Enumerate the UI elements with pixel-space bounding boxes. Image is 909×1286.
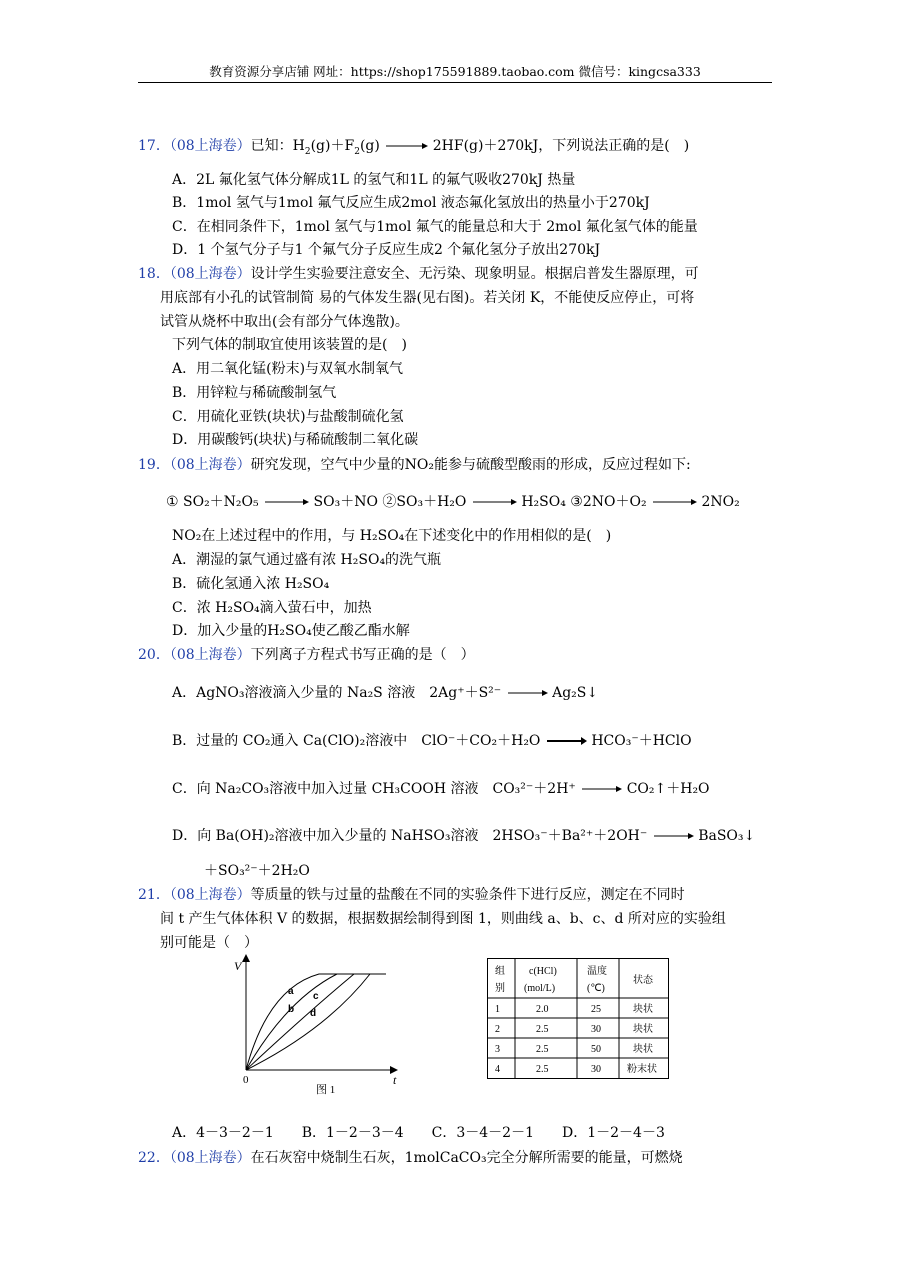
table-header-temp-2: (℃): [587, 983, 605, 994]
reaction-1-products: SO₃＋NO: [313, 494, 378, 510]
q20-option-d-right: BaSO₃↓: [698, 828, 756, 844]
table-cell: 4: [495, 1064, 500, 1075]
q18-option-c: C．用硫化亚铁(块状)与盐酸制硫化氢: [172, 409, 404, 425]
q21-line-1: [138, 886, 685, 904]
q17-option-c: C．在相同条件下，1mol 氢气与1mol 氟气的能量总和大于 2mol 氟化氢气体的能量: [172, 219, 698, 235]
table-cell: 30: [591, 1024, 601, 1035]
table-cell: 2.5: [536, 1024, 549, 1035]
q20-option-a-right: Ag₂S↓: [552, 685, 599, 701]
q19-line-1: [138, 456, 691, 474]
table-cell: 块状: [633, 1004, 653, 1015]
header-rule: [138, 82, 772, 83]
q20-option-a-left: A．AgNO₃溶液滴入少量的 Na₂S 溶液 2Ag⁺＋S²⁻: [172, 685, 502, 701]
table-header-temp-1: 温度: [587, 966, 607, 977]
table-cell: 块状: [633, 1024, 653, 1035]
q20-option-d-cont: ＋SO₃²⁻＋2H₂O: [204, 863, 310, 879]
q19-option-a: A．潮湿的氯气通过盛有浓 H₂SO₄的洗气瓶: [172, 552, 442, 568]
y-axis-label: V: [234, 959, 242, 973]
reaction-2-products: H₂SO₄: [521, 494, 566, 510]
q20-option-c-left: C．向 Na₂CO₃溶液中加入过量 CH₃COOH 溶液 CO₃²⁻＋2H⁺: [172, 781, 576, 797]
reaction-arrow-icon: [506, 688, 548, 698]
table-header-chcl-2: (mol/L): [524, 983, 556, 994]
q17-option-d: D．1 个氢气分子与1 个氟气分子反应生成2 个氟化氢分子放出270kJ: [172, 242, 601, 258]
reaction-3-products: 2NO₂: [701, 494, 740, 510]
q18-option-d: D．用碳酸钙(块状)与稀硫酸制二氧化碳: [172, 432, 419, 448]
q20-line-1: [138, 646, 475, 664]
curve-a-label: a: [288, 986, 294, 997]
table-cell: 粉末状: [627, 1064, 657, 1075]
q20-option-b-right: HCO₃⁻＋HClO: [591, 733, 692, 749]
reaction-arrow-icon: [651, 497, 697, 507]
q21-number: 21．（08上海卷）: [138, 887, 251, 903]
reaction-1-reactants: ① SO₂＋N₂O₅: [166, 494, 259, 510]
q20-option-c: [172, 780, 710, 798]
q22-line-1: [138, 1149, 683, 1167]
q20-option-b: [172, 732, 692, 750]
q17-stem-text: 已知：$H_2(g)+F_2(g)$: [250, 138, 380, 157]
q21-line-3: 别可能是（ ）: [160, 935, 258, 951]
figure-caption: 图 1: [316, 1084, 336, 1096]
reaction-arrow-icon: [471, 497, 517, 507]
table-cell: 块状: [633, 1044, 653, 1055]
q20-stem: 下列离子方程式书写正确的是（ ）: [250, 647, 475, 663]
q17-number: 17．（08上海卷）: [138, 138, 251, 154]
origin-label: 0: [243, 1074, 249, 1086]
q19-option-c: C．浓 H₂SO₄滴入萤石中，加热: [172, 600, 372, 616]
table-header-state: 状态: [633, 975, 653, 986]
q20-option-d: [172, 827, 755, 845]
q17-stem-tail: 2HF(g)＋270kJ，下列说法正确的是( ): [432, 138, 690, 154]
q19-option-b: B．硫化氢通入浓 H₂SO₄: [172, 576, 330, 592]
reaction-arrow-icon: [263, 497, 309, 507]
q18-option-b: B．用锌粒与稀硫酸制氢气: [172, 385, 337, 401]
table-cell: 50: [591, 1044, 601, 1055]
q18-line-2: 用底部有小孔的试管制简 易的气体发生器(见右图)。若关闭 K，不能使反应停止，可将: [160, 290, 695, 306]
q17-option-b: B．1mol 氢气与1mol 氟气反应生成2mol 液态氟化氢放出的热量小于270kJ: [172, 195, 650, 211]
reaction-arrow-icon: [652, 831, 694, 841]
q19-line-3: NO₂在上述过程中的作用，与 H₂SO₄在下述变化中的作用相似的是( ): [172, 528, 612, 544]
curve-c: [246, 974, 354, 1070]
q19-option-d: D．加入少量的H₂SO₄使乙酸乙酯水解: [172, 623, 410, 639]
table-cell: 2: [495, 1024, 500, 1035]
q18-option-a: A．用二氧化锰(粉末)与双氧水制氧气: [172, 361, 404, 377]
curve-a: [246, 974, 386, 1070]
reaction-arrow-icon: [384, 141, 428, 151]
q22-number: 22．（08上海卷）: [138, 1150, 251, 1166]
table-cell: 2.5: [536, 1064, 549, 1075]
table-cell: 1: [495, 1004, 500, 1015]
page-header: 教育资源分享店铺 网址：https://shop175591889.taobao.com 微信号：kingcsa333: [209, 64, 701, 79]
reaction-2-reactants: ②SO₃＋H₂O: [382, 494, 467, 510]
q21-data-table: [487, 958, 669, 1080]
q18-line-3: 试管从烧杯中取出(会有部分气体逸散)。: [160, 314, 409, 330]
table-cell: 2.0: [536, 1004, 549, 1015]
table-header-group-1: 组: [495, 966, 505, 977]
table-cell: 3: [495, 1044, 500, 1055]
table-header-chcl-1: c(HCl): [529, 966, 557, 977]
q18-text-1: 设计学生实验要注意安全、无污染、现象明显。根据启普发生器原理，可: [250, 266, 699, 282]
q18-number: 18．（08上海卷）: [138, 266, 251, 282]
q21-figure-graph: [226, 952, 412, 1100]
q21-text-1: 等质量的铁与过量的盐酸在不同的实验条件下进行反应，测定在不同时: [250, 887, 685, 903]
q18-line-1: [138, 265, 699, 283]
table-cell: 30: [591, 1064, 601, 1075]
q20-option-b-left: B．过量的 CO₂通入 Ca(ClO)₂溶液中 ClO⁻＋CO₂＋H₂O: [172, 733, 541, 749]
q20-option-c-right: CO₂↑＋H₂O: [626, 781, 710, 797]
x-axis-label: t: [393, 1073, 397, 1087]
y-axis-arrow-icon: [242, 954, 250, 962]
curve-d-label: d: [310, 1008, 317, 1019]
reaction-3-reactants: ③2NO＋O₂: [570, 494, 647, 510]
q20-option-d-left: D．向 Ba(OH)₂溶液中加入少量的 NaHSO₃溶液 2HSO₃⁻＋Ba²⁺＋2OH⁻: [172, 828, 648, 844]
q17-stem: [138, 137, 689, 155]
q19-number: 19．（08上海卷）: [138, 457, 251, 473]
q22-text-1: 在石灰窑中烧制生石灰，1molCaCO₃完全分解所需要的能量，可燃烧: [250, 1150, 683, 1166]
table-header-group-2: 别: [495, 983, 505, 994]
curve-c-label: c: [313, 991, 319, 1002]
q21-options: A．4－3－2－1 B．1－2－3－4 C．3－4－2－1 D．1－2－4－3: [172, 1125, 665, 1141]
reaction-arrow-icon: [580, 784, 622, 794]
q17-option-a: A．2L 氟化氢气体分解成1L 的氢气和1L 的氟气吸收270kJ 热量: [172, 172, 576, 188]
q18-line-4: 下列气体的制取宜使用该装置的是( ): [172, 337, 407, 353]
q20-option-a: [172, 684, 598, 702]
curve-b-label: b: [288, 1004, 295, 1015]
reaction-arrow-icon: [545, 736, 587, 746]
q21-line-2: 间 t 产生气体体积 V 的数据，根据数据绘制得到图 1，则曲线 a、b、c、d 所对应的实验组: [160, 911, 726, 927]
table-cell: 2.5: [536, 1044, 549, 1055]
table-cell: 25: [591, 1004, 601, 1015]
q20-number: 20．（08上海卷）: [138, 647, 251, 663]
q19-text-1: 研究发现，空气中少量的NO₂能参与硫酸型酸雨的形成，反应过程如下:: [250, 457, 691, 473]
q19-reactions: [166, 493, 740, 511]
